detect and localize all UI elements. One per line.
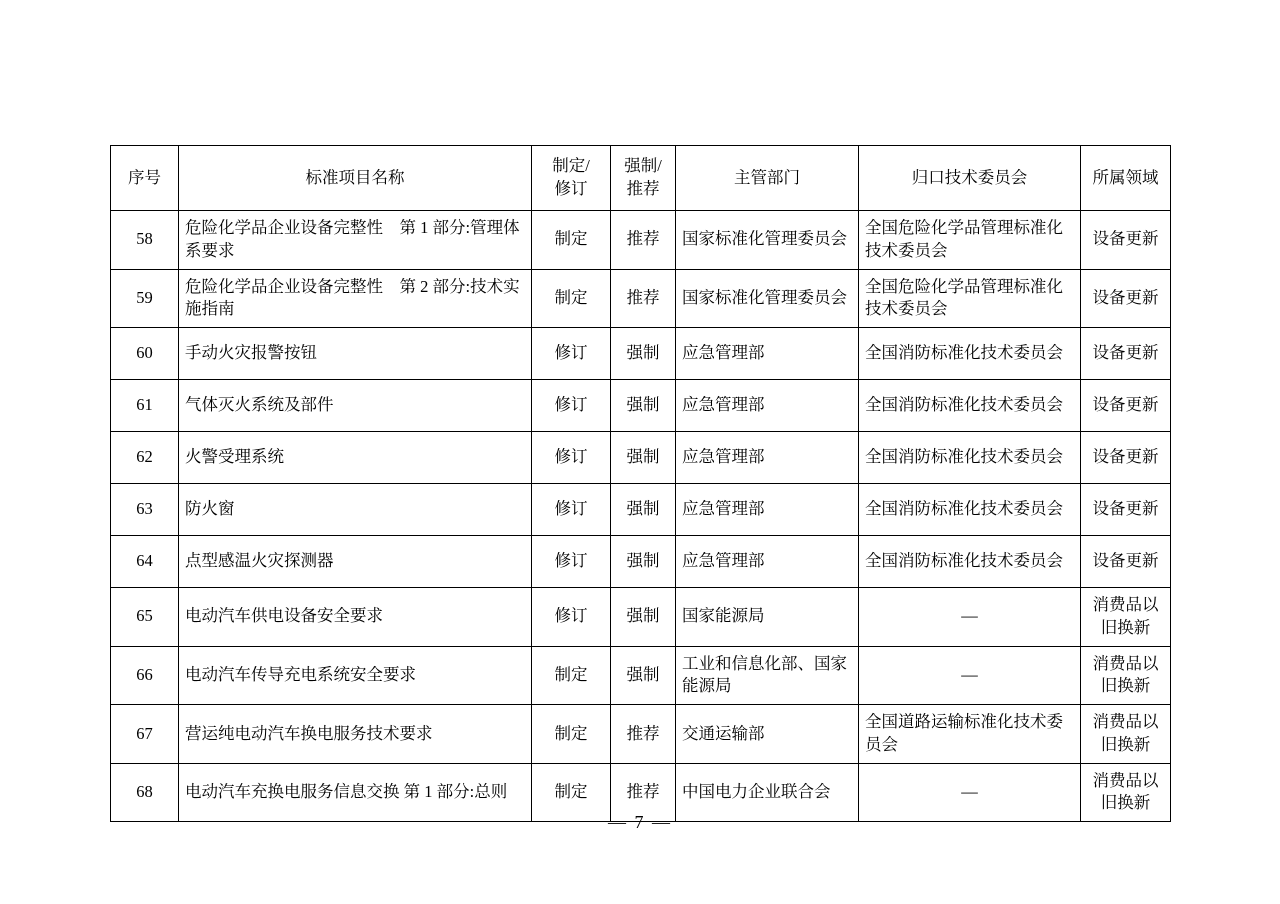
cell-type: 修订 bbox=[532, 328, 611, 380]
cell-no: 67 bbox=[111, 705, 179, 764]
cell-tc: — bbox=[859, 588, 1081, 647]
table-row bbox=[111, 432, 1171, 484]
column-header-name-line1: 标准项目名称 bbox=[305, 167, 405, 187]
cell-dept: 工业和信息化部、国家能源局 bbox=[676, 646, 859, 705]
cell-tc: 全国消防标准化技术委员会 bbox=[859, 484, 1081, 536]
table-row bbox=[111, 588, 1171, 647]
column-header-type bbox=[532, 146, 611, 211]
cell-dept: 应急管理部 bbox=[676, 432, 859, 484]
cell-type: 制定 bbox=[532, 646, 611, 705]
cell-tc: 全国消防标准化技术委员会 bbox=[859, 536, 1081, 588]
table-header-row bbox=[111, 146, 1171, 211]
cell-tc: 全国道路运输标准化技术委员会 bbox=[859, 705, 1081, 764]
standards-table bbox=[110, 145, 1171, 822]
cell-tc: — bbox=[859, 646, 1081, 705]
column-header-no-line1: 序号 bbox=[128, 167, 161, 187]
column-header-force-line2: 推荐 bbox=[626, 179, 660, 198]
column-header-dept-line1: 主管部门 bbox=[734, 167, 800, 187]
cell-field: 消费品以旧换新 bbox=[1081, 588, 1171, 647]
cell-dept: 应急管理部 bbox=[676, 484, 859, 536]
table-row bbox=[111, 380, 1171, 432]
cell-dept: 中国电力企业联合会 bbox=[676, 763, 859, 822]
cell-type: 制定 bbox=[532, 211, 611, 270]
cell-force: 强制 bbox=[611, 432, 676, 484]
cell-tc: 全国消防标准化技术委员会 bbox=[859, 380, 1081, 432]
cell-dept: 交通运输部 bbox=[676, 705, 859, 764]
column-header-name bbox=[179, 146, 532, 211]
column-header-type-line2: 修订 bbox=[554, 179, 588, 198]
cell-tc: — bbox=[859, 763, 1081, 822]
cell-name: 电动汽车供电设备安全要求 bbox=[179, 588, 532, 647]
cell-name: 电动汽车传导充电系统安全要求 bbox=[179, 646, 532, 705]
cell-field: 设备更新 bbox=[1081, 432, 1171, 484]
cell-force: 强制 bbox=[611, 484, 676, 536]
cell-force: 强制 bbox=[611, 588, 676, 647]
cell-type: 修订 bbox=[532, 432, 611, 484]
cell-force: 推荐 bbox=[611, 763, 676, 822]
column-header-force-line1: 强制/ bbox=[624, 156, 662, 176]
table-row bbox=[111, 269, 1171, 328]
cell-type: 修订 bbox=[532, 588, 611, 647]
cell-field: 设备更新 bbox=[1081, 380, 1171, 432]
cell-field: 设备更新 bbox=[1081, 484, 1171, 536]
cell-name: 防火窗 bbox=[179, 484, 532, 536]
cell-dept: 应急管理部 bbox=[676, 536, 859, 588]
cell-no: 58 bbox=[111, 211, 179, 270]
cell-field: 设备更新 bbox=[1081, 536, 1171, 588]
cell-no: 59 bbox=[111, 269, 179, 328]
table-row bbox=[111, 211, 1171, 270]
cell-tc: 全国危险化学品管理标准化技术委员会 bbox=[859, 211, 1081, 270]
cell-name: 营运纯电动汽车换电服务技术要求 bbox=[179, 705, 532, 764]
cell-type: 修订 bbox=[532, 380, 611, 432]
cell-force: 强制 bbox=[611, 380, 676, 432]
cell-name: 点型感温火灾探测器 bbox=[179, 536, 532, 588]
column-header-field-line1: 所属领域 bbox=[1092, 167, 1159, 187]
table-row bbox=[111, 646, 1171, 705]
cell-type: 制定 bbox=[532, 705, 611, 764]
cell-force: 推荐 bbox=[611, 211, 676, 270]
cell-name: 电动汽车充换电服务信息交换 第 1 部分:总则 bbox=[179, 763, 532, 822]
cell-name: 危险化学品企业设备完整性 第 1 部分:管理体系要求 bbox=[179, 211, 532, 270]
cell-no: 68 bbox=[111, 763, 179, 822]
table-body bbox=[111, 211, 1171, 822]
column-header-tc bbox=[859, 146, 1081, 211]
cell-no: 64 bbox=[111, 536, 179, 588]
table-row bbox=[111, 705, 1171, 764]
cell-name: 火警受理系统 bbox=[179, 432, 532, 484]
cell-no: 62 bbox=[111, 432, 179, 484]
page-number: — 7 — bbox=[608, 812, 672, 832]
cell-field: 消费品以旧换新 bbox=[1081, 705, 1171, 764]
cell-dept: 应急管理部 bbox=[676, 328, 859, 380]
column-header-dept bbox=[676, 146, 859, 211]
column-header-type-line1: 制定/ bbox=[552, 156, 590, 176]
cell-name: 危险化学品企业设备完整性 第 2 部分:技术实施指南 bbox=[179, 269, 532, 328]
column-header-no bbox=[111, 146, 179, 211]
table-row bbox=[111, 536, 1171, 588]
cell-tc: 全国消防标准化技术委员会 bbox=[859, 432, 1081, 484]
cell-field: 消费品以旧换新 bbox=[1081, 763, 1171, 822]
cell-type: 修订 bbox=[532, 536, 611, 588]
cell-no: 66 bbox=[111, 646, 179, 705]
cell-field: 消费品以旧换新 bbox=[1081, 646, 1171, 705]
cell-force: 推荐 bbox=[611, 269, 676, 328]
cell-type: 制定 bbox=[532, 269, 611, 328]
cell-force: 强制 bbox=[611, 536, 676, 588]
cell-name: 手动火灾报警按钮 bbox=[179, 328, 532, 380]
cell-type: 制定 bbox=[532, 763, 611, 822]
cell-name: 气体灭火系统及部件 bbox=[179, 380, 532, 432]
cell-no: 65 bbox=[111, 588, 179, 647]
cell-field: 设备更新 bbox=[1081, 211, 1171, 270]
cell-force: 强制 bbox=[611, 646, 676, 705]
cell-type: 修订 bbox=[532, 484, 611, 536]
column-header-force bbox=[611, 146, 676, 211]
standards-table-container bbox=[110, 145, 1170, 822]
cell-tc: 全国消防标准化技术委员会 bbox=[859, 328, 1081, 380]
column-header-field bbox=[1081, 146, 1171, 211]
column-header-tc-line1: 归口技术委员会 bbox=[911, 167, 1028, 187]
cell-force: 强制 bbox=[611, 328, 676, 380]
table-header bbox=[111, 146, 1171, 211]
cell-no: 60 bbox=[111, 328, 179, 380]
cell-force: 推荐 bbox=[611, 705, 676, 764]
table-row bbox=[111, 328, 1171, 380]
cell-dept: 国家标准化管理委员会 bbox=[676, 269, 859, 328]
cell-dept: 国家能源局 bbox=[676, 588, 859, 647]
cell-dept: 应急管理部 bbox=[676, 380, 859, 432]
cell-field: 设备更新 bbox=[1081, 269, 1171, 328]
cell-tc: 全国危险化学品管理标准化技术委员会 bbox=[859, 269, 1081, 328]
cell-no: 63 bbox=[111, 484, 179, 536]
cell-dept: 国家标准化管理委员会 bbox=[676, 211, 859, 270]
cell-field: 设备更新 bbox=[1081, 328, 1171, 380]
table-row bbox=[111, 484, 1171, 536]
cell-no: 61 bbox=[111, 380, 179, 432]
